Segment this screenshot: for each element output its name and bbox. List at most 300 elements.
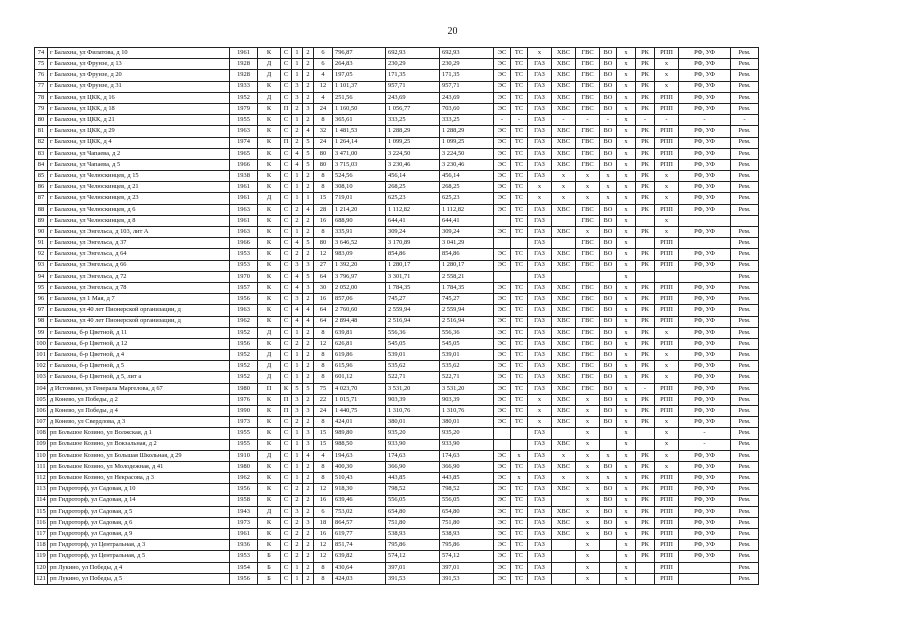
cell-roof: РК: [636, 305, 655, 316]
cell-facade: РФ, УФ: [679, 316, 731, 327]
cell-wall-type: К: [258, 282, 281, 293]
cell-row-number: 93: [35, 260, 48, 271]
cell-electricity: ЭС: [494, 517, 511, 528]
cell-residential-area: 1 099,25: [440, 137, 494, 148]
cell-class: С: [281, 59, 292, 70]
table-row: [35, 227, 797, 238]
cell-wall-type: К: [258, 484, 281, 495]
cell-wall-type: К: [258, 103, 281, 114]
cell-col-x: х: [617, 316, 636, 327]
row-spacer: [759, 484, 797, 495]
table-row: [35, 372, 797, 383]
cell-facade: [679, 562, 731, 573]
cell-wall-type: К: [258, 540, 281, 551]
cell-heating: ТС: [511, 383, 528, 394]
cell-gas: ГАЗ: [528, 484, 552, 495]
cell-facade: РФ, УФ: [679, 249, 731, 260]
cell-foundation: РПП: [655, 529, 679, 540]
cell-heating: ТС: [511, 204, 528, 215]
cell-class: С: [281, 48, 292, 59]
cell-col-x: х: [617, 193, 636, 204]
cell-row-number: 117: [35, 529, 48, 540]
cell-apartments: 4: [314, 70, 333, 81]
cell-entrances: 2: [292, 484, 303, 495]
cell-electricity: ЭС: [494, 70, 511, 81]
cell-wall-type: К: [258, 305, 281, 316]
cell-foundation: РПП: [655, 126, 679, 137]
cell-repair-status: -: [731, 115, 759, 126]
row-spacer: [759, 249, 797, 260]
cell-wall-type: К: [258, 439, 281, 450]
cell-year-built: 1976: [230, 394, 258, 405]
cell-entrances: 2: [292, 417, 303, 428]
cell-address: рп Лукино, ул Победы, д 4: [48, 562, 230, 573]
cell-repair-status: Рем.: [731, 92, 759, 103]
cell-repair-status: Рем.: [731, 182, 759, 193]
cell-hot-water: ГВС: [576, 238, 600, 249]
cell-year-built: 1956: [230, 338, 258, 349]
cell-row-number: 110: [35, 450, 48, 461]
cell-living-area: 935,20: [386, 428, 440, 439]
table-row: [35, 383, 797, 394]
cell-cold-water: ХВС: [552, 81, 576, 92]
cell-entrances: 1: [292, 461, 303, 472]
cell-residential-area: 798,52: [440, 484, 494, 495]
cell-facade: РФ, УФ: [679, 48, 731, 59]
cell-repair-status: Рем.: [731, 573, 759, 584]
table-row: [35, 294, 797, 305]
cell-address: рп Гидроторф, ул Садовая, д 5: [48, 506, 230, 517]
cell-year-built: 1961: [230, 215, 258, 226]
cell-floors: 5: [303, 238, 314, 249]
cell-residential-area: 1 280,17: [440, 260, 494, 271]
cell-living-area: 3 301,71: [386, 271, 440, 282]
table-row: [35, 428, 797, 439]
cell-living-area: 397,01: [386, 562, 440, 573]
cell-class: К: [281, 383, 292, 394]
row-spacer: [759, 260, 797, 271]
cell-living-area: 2 516,94: [386, 316, 440, 327]
cell-class: С: [281, 171, 292, 182]
cell-class: С: [281, 70, 292, 81]
cell-entrances: 5: [292, 383, 303, 394]
cell-row-number: 80: [35, 115, 48, 126]
cell-sewage: ВО: [600, 484, 617, 495]
cell-apartments: 12: [314, 484, 333, 495]
cell-hot-water: х: [576, 182, 600, 193]
cell-gas: х: [528, 406, 552, 417]
cell-foundation: РПП: [655, 473, 679, 484]
cell-cold-water: ХВС: [552, 517, 576, 528]
cell-roof: РК: [636, 260, 655, 271]
cell-sewage: ВО: [600, 81, 617, 92]
cell-entrances: 2: [292, 517, 303, 528]
cell-apartments: 8: [314, 227, 333, 238]
cell-heating: ТС: [511, 394, 528, 405]
cell-hot-water: х: [576, 193, 600, 204]
cell-apartments: 12: [314, 338, 333, 349]
cell-floors: 3: [303, 260, 314, 271]
cell-row-number: 78: [35, 92, 48, 103]
cell-address: г Балахна, б-р Цветной, д 12: [48, 338, 230, 349]
cell-living-area: 1 056,77: [386, 103, 440, 114]
cell-cold-water: ХВС: [552, 294, 576, 305]
cell-wall-type: К: [258, 115, 281, 126]
cell-gas: ГАЗ: [528, 148, 552, 159]
cell-sewage: ВО: [600, 48, 617, 59]
row-spacer: [759, 271, 797, 282]
cell-address: г Балахна, ул ЦКК, д 18: [48, 103, 230, 114]
cell-gas: х: [528, 417, 552, 428]
cell-address: г Балахна, ул ЦКК, д 29: [48, 126, 230, 137]
table-row: [35, 540, 797, 551]
row-spacer: [759, 148, 797, 159]
table-row: [35, 126, 797, 137]
cell-entrances: 2: [292, 338, 303, 349]
cell-heating: ТС: [511, 305, 528, 316]
cell-class: С: [281, 249, 292, 260]
cell-row-number: 91: [35, 238, 48, 249]
cell-class: С: [281, 562, 292, 573]
cell-sewage: ВО: [600, 282, 617, 293]
cell-hot-water: х: [576, 394, 600, 405]
cell-roof: РК: [636, 327, 655, 338]
cell-floors: 4: [303, 305, 314, 316]
table-row: [35, 562, 797, 573]
row-spacer: [759, 473, 797, 484]
cell-electricity: ЭС: [494, 529, 511, 540]
cell-gas: ГАЗ: [528, 327, 552, 338]
cell-foundation: РПП: [655, 204, 679, 215]
cell-col-x: х: [617, 282, 636, 293]
cell-gas: ГАЗ: [528, 81, 552, 92]
row-spacer: [759, 372, 797, 383]
cell-hot-water: ГВС: [576, 282, 600, 293]
row-spacer: [759, 529, 797, 540]
cell-foundation: РПП: [655, 406, 679, 417]
cell-hot-water: -: [576, 115, 600, 126]
cell-living-area: 556,05: [386, 495, 440, 506]
cell-apartments: 16: [314, 495, 333, 506]
cell-hot-water: ГВС: [576, 316, 600, 327]
cell-total-area: 424,03: [333, 573, 386, 584]
cell-electricity: ЭС: [494, 450, 511, 461]
cell-total-area: 308,10: [333, 182, 386, 193]
cell-living-area: 539,01: [386, 350, 440, 361]
cell-hot-water: ГВС: [576, 137, 600, 148]
cell-apartments: 8: [314, 562, 333, 573]
cell-facade: РФ, УФ: [679, 59, 731, 70]
cell-repair-status: Рем.: [731, 137, 759, 148]
cell-repair-status: Рем.: [731, 338, 759, 349]
cell-residential-area: 556,36: [440, 327, 494, 338]
cell-sewage: х: [600, 182, 617, 193]
table-row: [35, 305, 797, 316]
cell-repair-status: Рем.: [731, 495, 759, 506]
cell-wall-type: К: [258, 316, 281, 327]
cell-living-area: 2 559,94: [386, 305, 440, 316]
cell-cold-water: ХВС: [552, 316, 576, 327]
cell-apartments: 4: [314, 450, 333, 461]
cell-entrances: 4: [292, 316, 303, 327]
cell-entrances: 2: [292, 137, 303, 148]
row-spacer: [759, 115, 797, 126]
cell-sewage: ВО: [600, 103, 617, 114]
cell-year-built: 1952: [230, 350, 258, 361]
cell-entrances: 3: [292, 406, 303, 417]
cell-roof: РК: [636, 338, 655, 349]
cell-col-x: х: [617, 81, 636, 92]
table-row: [35, 271, 797, 282]
cell-repair-status: Рем.: [731, 260, 759, 271]
table-row: [35, 204, 797, 215]
table-row: [35, 171, 797, 182]
cell-gas: ГАЗ: [528, 305, 552, 316]
table-row: [35, 350, 797, 361]
cell-gas: ГАЗ: [528, 529, 552, 540]
cell-total-area: 626,81: [333, 338, 386, 349]
cell-repair-status: Рем.: [731, 517, 759, 528]
cell-floors: 2: [303, 227, 314, 238]
cell-heating: ТС: [511, 294, 528, 305]
cell-address: рп Гидроторф, ул Центральная, д 3: [48, 540, 230, 551]
cell-row-number: 115: [35, 506, 48, 517]
cell-cold-water: ХВС: [552, 383, 576, 394]
cell-gas: ГАЗ: [528, 506, 552, 517]
cell-floors: 4: [303, 316, 314, 327]
cell-gas: х: [528, 182, 552, 193]
cell-roof: РК: [636, 461, 655, 472]
cell-hot-water: х: [576, 428, 600, 439]
cell-cold-water: -: [552, 115, 576, 126]
cell-address: рп Лукино, ул Победы, д 5: [48, 573, 230, 584]
cell-foundation: х: [655, 327, 679, 338]
cell-roof: [636, 439, 655, 450]
table-row: [35, 484, 797, 495]
cell-row-number: 96: [35, 294, 48, 305]
cell-floors: 3: [303, 103, 314, 114]
cell-residential-area: 854,86: [440, 249, 494, 260]
cell-cold-water: ХВС: [552, 227, 576, 238]
cell-floors: 2: [303, 461, 314, 472]
cell-repair-status: Рем.: [731, 81, 759, 92]
cell-repair-status: Рем.: [731, 126, 759, 137]
cell-address: г Балахна, ул Энгельса, д 103, лит А: [48, 227, 230, 238]
cell-row-number: 88: [35, 204, 48, 215]
cell-row-number: 105: [35, 394, 48, 405]
cell-col-x: х: [617, 372, 636, 383]
cell-row-number: 109: [35, 439, 48, 450]
cell-gas: ГАЗ: [528, 350, 552, 361]
cell-facade: РФ, УФ: [679, 506, 731, 517]
cell-row-number: 90: [35, 227, 48, 238]
cell-row-number: 87: [35, 193, 48, 204]
cell-row-number: 79: [35, 103, 48, 114]
cell-gas: ГАЗ: [528, 227, 552, 238]
cell-electricity: ЭС: [494, 193, 511, 204]
cell-wall-type: Д: [258, 450, 281, 461]
cell-repair-status: Рем.: [731, 529, 759, 540]
cell-apartments: 8: [314, 573, 333, 584]
cell-floors: 2: [303, 59, 314, 70]
cell-heating: ТС: [511, 495, 528, 506]
cell-address: рп Большое Козино, ул Вокзальная, д 2: [48, 439, 230, 450]
cell-total-area: 639,46: [333, 495, 386, 506]
cell-cold-water: [552, 238, 576, 249]
cell-row-number: 118: [35, 540, 48, 551]
cell-residential-area: 545,05: [440, 338, 494, 349]
cell-sewage: ВО: [600, 260, 617, 271]
cell-class: С: [281, 148, 292, 159]
cell-roof: [636, 573, 655, 584]
cell-cold-water: ХВС: [552, 350, 576, 361]
cell-row-number: 103: [35, 372, 48, 383]
cell-repair-status: Рем.: [731, 305, 759, 316]
cell-living-area: 957,71: [386, 81, 440, 92]
cell-residential-area: 535,62: [440, 361, 494, 372]
cell-floors: 2: [303, 540, 314, 551]
cell-sewage: ВО: [600, 148, 617, 159]
cell-address: г Балахна, ул Челюскинцев, д 23: [48, 193, 230, 204]
cell-floors: 2: [303, 81, 314, 92]
cell-facade: [679, 271, 731, 282]
cell-class: С: [281, 182, 292, 193]
cell-sewage: ВО: [600, 350, 617, 361]
cell-entrances: 1: [292, 361, 303, 372]
cell-wall-type: К: [258, 48, 281, 59]
cell-heating: ТС: [511, 249, 528, 260]
cell-electricity: ЭС: [494, 473, 511, 484]
cell-address: г Балахна, ул Фрунзе, д 31: [48, 81, 230, 92]
cell-hot-water: х: [576, 417, 600, 428]
cell-cold-water: [552, 540, 576, 551]
cell-living-area: 522,71: [386, 372, 440, 383]
cell-class: С: [281, 92, 292, 103]
cell-row-number: 97: [35, 305, 48, 316]
table-row: [35, 238, 797, 249]
cell-total-area: 3 646,52: [333, 238, 386, 249]
cell-class: С: [281, 495, 292, 506]
cell-entrances: 2: [292, 249, 303, 260]
cell-facade: РФ, УФ: [679, 70, 731, 81]
cell-year-built: 1954: [230, 562, 258, 573]
cell-entrances: 1: [292, 450, 303, 461]
cell-living-area: 692,93: [386, 48, 440, 59]
cell-roof: РК: [636, 126, 655, 137]
cell-cold-water: х: [552, 182, 576, 193]
cell-year-built: 1980: [230, 383, 258, 394]
cell-apartments: 8: [314, 372, 333, 383]
cell-hot-water: х: [576, 573, 600, 584]
cell-address: д Конево, ул Победы, д 4: [48, 406, 230, 417]
cell-apartments: 22: [314, 394, 333, 405]
cell-col-x: х: [617, 540, 636, 551]
cell-residential-area: 380,01: [440, 417, 494, 428]
cell-roof: РК: [636, 517, 655, 528]
cell-heating: ТС: [511, 338, 528, 349]
cell-electricity: -: [494, 115, 511, 126]
cell-heating: ТС: [511, 417, 528, 428]
cell-year-built: 1953: [230, 260, 258, 271]
cell-residential-area: 654,80: [440, 506, 494, 517]
cell-col-x: х: [617, 361, 636, 372]
cell-heating: ТС: [511, 551, 528, 562]
cell-repair-status: Рем.: [731, 159, 759, 170]
cell-residential-area: 957,71: [440, 81, 494, 92]
cell-facade: РФ, УФ: [679, 372, 731, 383]
row-spacer: [759, 81, 797, 92]
cell-year-built: 1966: [230, 159, 258, 170]
cell-cold-water: ХВС: [552, 159, 576, 170]
row-spacer: [759, 171, 797, 182]
cell-entrances: 1: [292, 372, 303, 383]
cell-sewage: ВО: [600, 227, 617, 238]
row-spacer: [759, 215, 797, 226]
cell-apartments: 15: [314, 439, 333, 450]
cell-apartments: 12: [314, 551, 333, 562]
cell-entrances: 2: [292, 103, 303, 114]
cell-entrances: 4: [292, 305, 303, 316]
cell-residential-area: 2 559,94: [440, 305, 494, 316]
cell-roof: [636, 562, 655, 573]
cell-cold-water: [552, 562, 576, 573]
cell-total-area: 857,06: [333, 294, 386, 305]
cell-sewage: [600, 271, 617, 282]
cell-gas: ГАЗ: [528, 461, 552, 472]
cell-total-area: 1 101,37: [333, 81, 386, 92]
cell-hot-water: ГВС: [576, 148, 600, 159]
cell-repair-status: Рем.: [731, 249, 759, 260]
cell-cold-water: ХВС: [552, 48, 576, 59]
cell-sewage: ВО: [600, 305, 617, 316]
cell-floors: 5: [303, 383, 314, 394]
cell-class: С: [281, 305, 292, 316]
table-row: [35, 215, 797, 226]
cell-wall-type: К: [258, 81, 281, 92]
cell-address: г Балахна, ул Энгельса, д 64: [48, 249, 230, 260]
cell-year-built: 1952: [230, 92, 258, 103]
cell-electricity: ЭС: [494, 126, 511, 137]
cell-wall-type: К: [258, 215, 281, 226]
cell-entrances: 1: [292, 115, 303, 126]
cell-address: г Балахна, ул Челюскинцев, д 8: [48, 215, 230, 226]
cell-apartments: 8: [314, 327, 333, 338]
cell-total-area: 194,63: [333, 450, 386, 461]
cell-repair-status: Рем.: [731, 484, 759, 495]
cell-electricity: ЭС: [494, 383, 511, 394]
cell-class: С: [281, 428, 292, 439]
cell-residential-area: 1 310,76: [440, 406, 494, 417]
cell-wall-type: К: [258, 148, 281, 159]
cell-col-x: х: [617, 92, 636, 103]
cell-year-built: 1963: [230, 305, 258, 316]
cell-residential-area: 309,24: [440, 227, 494, 238]
cell-entrances: 4: [292, 271, 303, 282]
cell-sewage: х: [600, 473, 617, 484]
cell-floors: 2: [303, 551, 314, 562]
table-row: [35, 517, 797, 528]
cell-hot-water: х: [576, 439, 600, 450]
cell-roof: РК: [636, 484, 655, 495]
row-spacer: [759, 461, 797, 472]
cell-wall-type: Д: [258, 372, 281, 383]
table-row: [35, 406, 797, 417]
cell-address: г Балахна, ул Чапаева, д 5: [48, 159, 230, 170]
cell-repair-status: Рем.: [731, 227, 759, 238]
cell-year-built: 1962: [230, 316, 258, 327]
cell-electricity: ЭС: [494, 282, 511, 293]
cell-repair-status: Рем.: [731, 59, 759, 70]
